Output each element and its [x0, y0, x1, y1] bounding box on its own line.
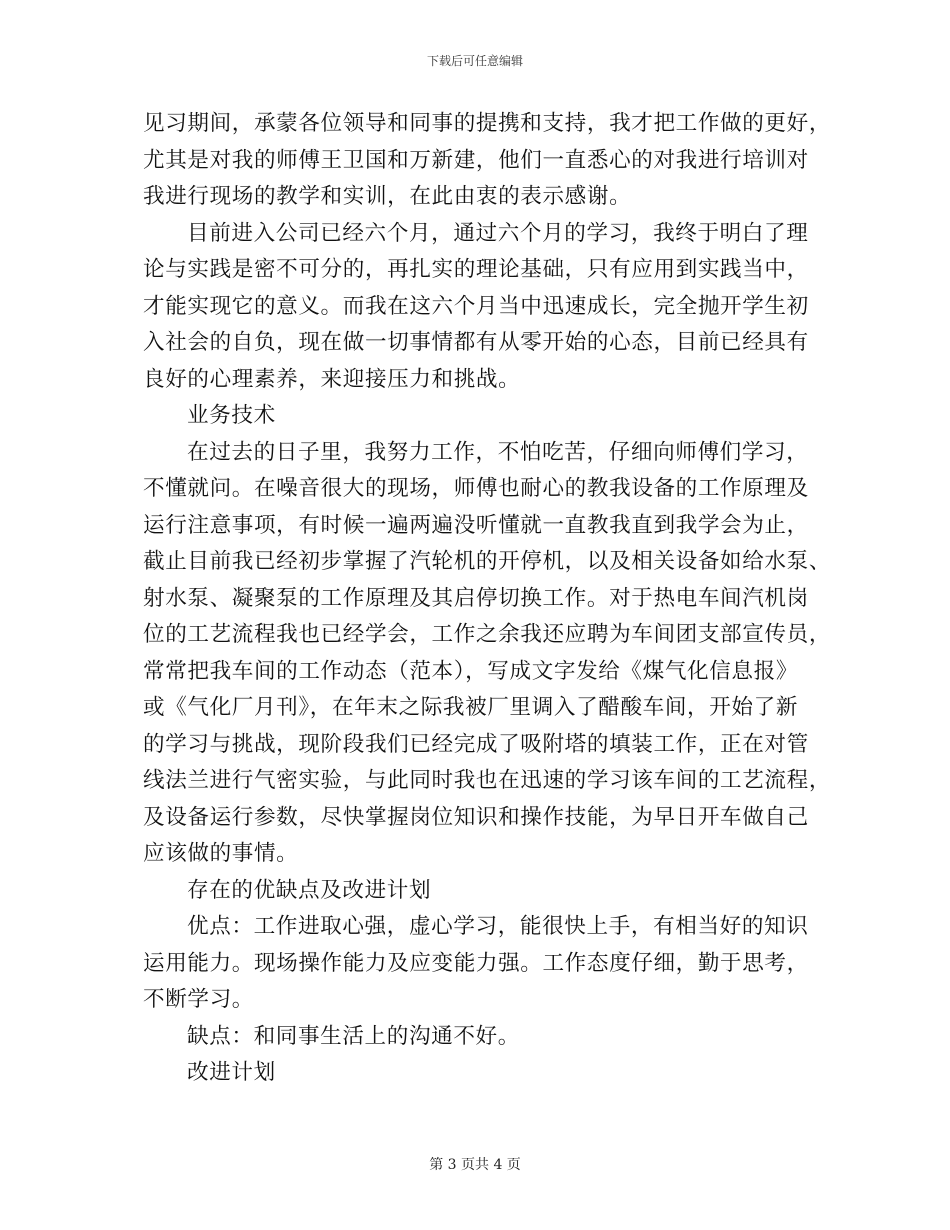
text-line: 良好的心理素养，来迎接压力和挑战。	[143, 366, 521, 392]
text-line: 截止目前我已经初步掌握了汽轮机的开停机，以及相关设备如给水泵、	[143, 549, 832, 574]
text-line: 运行注意事项，有时候一遍两遍没听懂就一直教我直到我学会为止，	[143, 512, 809, 538]
text-line: 尤其是对我的师傅王卫国和万新建，他们一直悉心的对我进行培训对	[143, 147, 809, 173]
text-line: 入社会的自负，现在做一切事情都有从零开始的心态，目前已经具有	[143, 330, 809, 355]
text-line: 或《气化厂月刊》，在年末之际我被厂里调入了醋酸车间，开始了新	[143, 695, 799, 720]
section-heading: 存在的优缺点及改进计划	[187, 877, 432, 903]
text-line: 才能实现它的意义。而我在这六个月当中迅速成长，完全抛开学生初	[143, 293, 809, 319]
text-line: 不断学习。	[143, 987, 254, 1012]
text-line: 见习期间，承蒙各位领导和同事的提携和支持，我才把工作做的更好，	[143, 111, 832, 136]
text-line: 在过去的日子里，我努力工作，不怕吃苦，仔细向师傅们学习，	[187, 439, 809, 465]
text-line: 不懂就问。在噪音很大的现场，师傅也耐心的教我设备的工作原理及	[143, 476, 809, 501]
text-line: 常常把我车间的工作动态（范本），写成文字发给《煤气化信息报》	[143, 658, 799, 684]
text-line: 位的工艺流程我也已经学会，工作之余我还应聘为车间团支部宣传员，	[143, 622, 832, 647]
page-header-note: 下载后可任意编辑	[426, 54, 523, 68]
text-line: 及设备运行参数，尽快掌握岗位知识和操作技能，为早日开车做自己	[143, 804, 809, 830]
text-line: 缺点：和同事生活上的沟通不好。	[187, 1023, 520, 1049]
text-line: 应该做的事情。	[143, 841, 299, 866]
text-line: 的学习与挑战，现阶段我们已经完成了吸附塔的填装工作，正在对管	[143, 731, 809, 757]
text-line: 优点：工作进取心强，虚心学习，能很快上手，有相当好的知识	[187, 914, 809, 939]
text-line: 论与实践是密不可分的，再扎实的理论基础，只有应用到实践当中，	[143, 257, 809, 282]
text-line: 运用能力。现场操作能力及应变能力强。工作态度仔细，勤于思考，	[143, 950, 809, 976]
section-heading: 业务技术	[187, 403, 276, 428]
text-line: 我进行现场的教学和实训，在此由衷的表示感谢。	[143, 184, 632, 209]
text-line: 目前进入公司已经六个月，通过六个月的学习，我终于明白了理	[187, 220, 809, 246]
page-number: 第 3 页共 4 页	[429, 1157, 521, 1173]
text-line: 射水泵、凝聚泵的工作原理及其启停切换工作。对于热电车间汽机岗	[143, 585, 809, 611]
document-body	[143, 106, 832, 1092]
section-heading: 改进计划	[187, 1060, 276, 1085]
text-line: 线法兰进行气密实验，与此同时我也在迅速的学习该车间的工艺流程，	[143, 768, 832, 793]
